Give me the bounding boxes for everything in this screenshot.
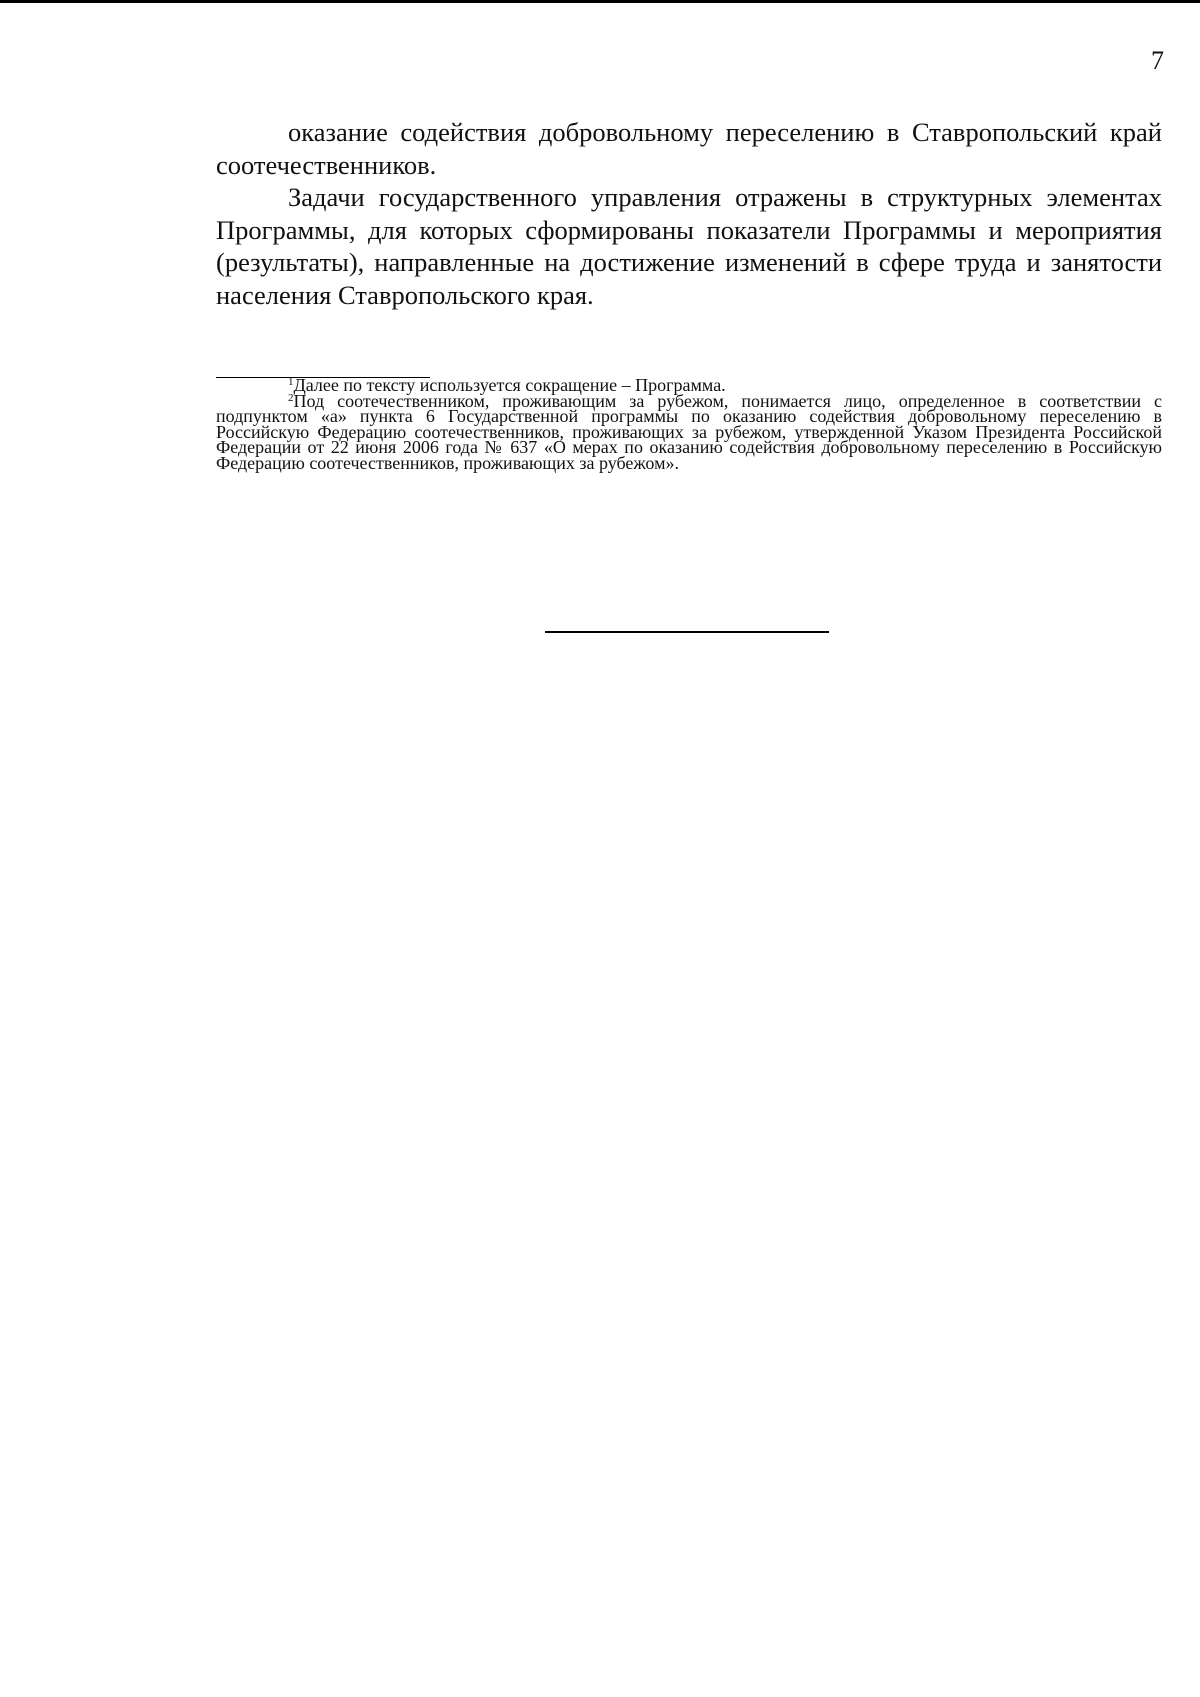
footnotes xyxy=(216,375,1162,473)
body-paragraph: оказание содействия добровольному переселению в Ставропольский край соотечественников. xyxy=(216,117,1162,180)
end-of-section-rule xyxy=(545,631,829,633)
body-paragraph: Задачи государственного управления отражены в структурных элементах Программы, для которых сформированы показатели Программы и мероприятия (результаты), направленные на достижение изменений в сфере труда и занятости населения Ставропольского края. xyxy=(216,182,1162,310)
body-text xyxy=(216,116,1162,311)
footnote xyxy=(216,390,1162,473)
footnote-text: Далее по тексту используется сокращение – Программа. xyxy=(293,375,726,395)
footnote-mark: 1 xyxy=(288,376,294,388)
page-number: 7 xyxy=(1151,46,1164,75)
footnote-text: Под соотечественником, проживающим за рубежом, понимается лицо, определенное в соответствии с подпунктом «а» пункта 6 Государственной программы по оказанию содействия добровольному переселению в Российскую Федерацию соотечественников, проживающих за рубежом, утвержденной Указом Президента Российской Федерации от 22 июня 2006 года № 637 «О мерах по оказанию содействия добровольному переселению в Российскую Федерацию соотечественников, проживающих за рубежом». xyxy=(216,390,1162,473)
page-top-border xyxy=(0,0,1200,3)
footnote-mark: 2 xyxy=(288,391,294,404)
